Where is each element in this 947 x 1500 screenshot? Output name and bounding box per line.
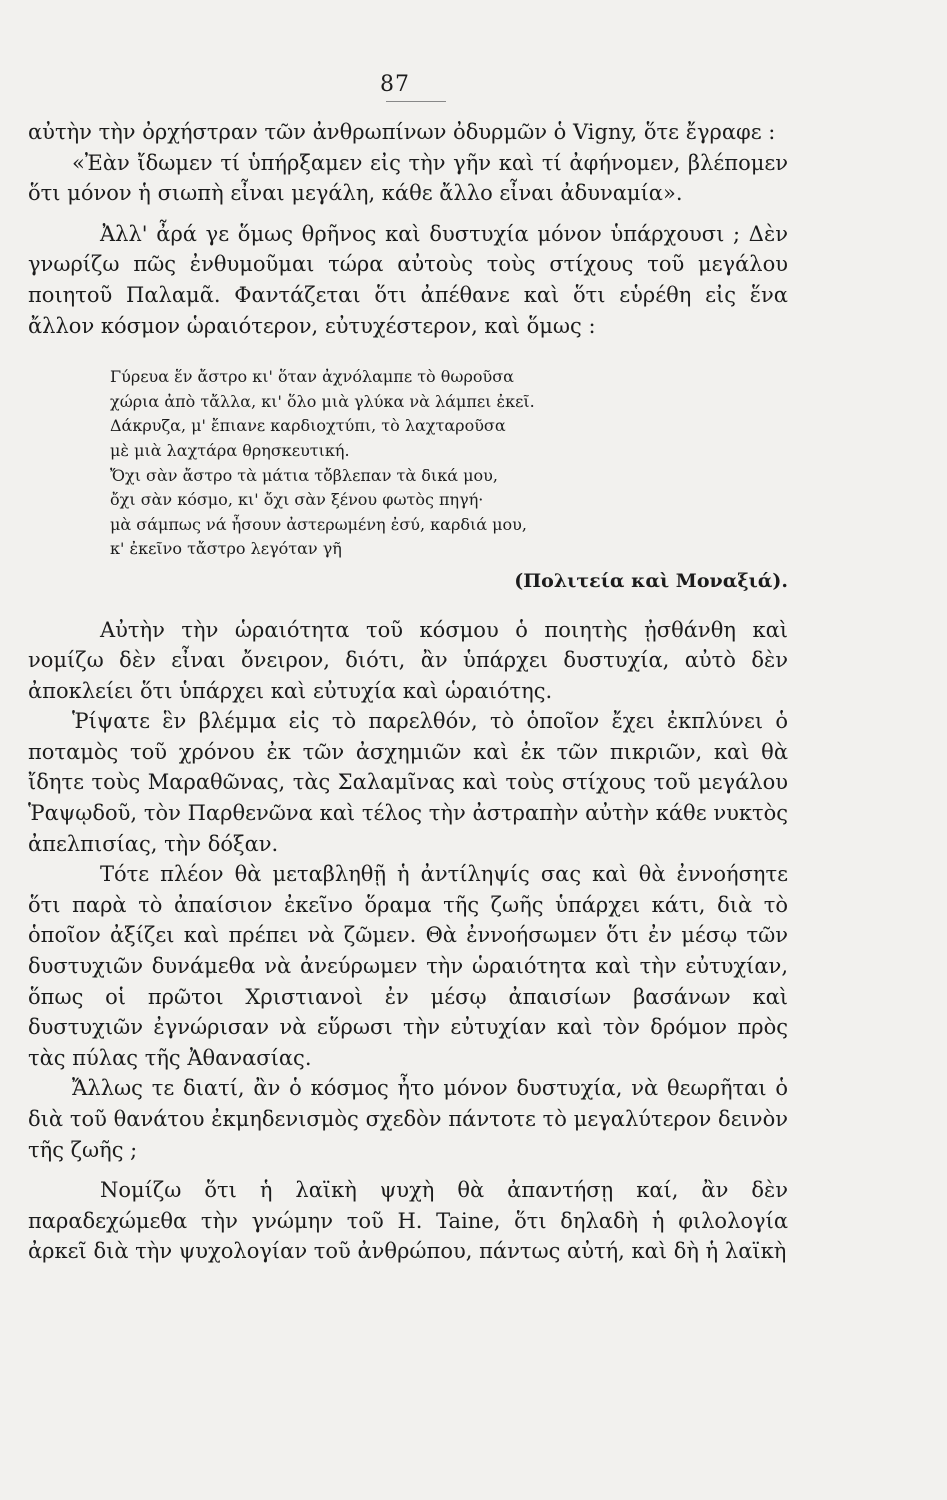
paragraph: αὐτὴν τὴν ὀρχήστραν τῶν ἀνθρωπίνων ὀδυρμῶν ὁ Vigny, ὅτε ἔγραφε : — [28, 120, 776, 144]
paragraph: Αὐτὴν τὴν ὡραιότητα τοῦ κόσμου ὁ ποιητὴς ᾐσθάνθη καὶ νομίζω δὲν εἶναι ὄνειρον, διότι, ἂν ὑπάρχει δυστυχία, αὐτὸ δὲν ἀποκλείει ὅτι ὑπάρχει καὶ εὐτυχία καὶ ὡραιότης. — [28, 617, 788, 703]
quote-paragraph: «Ἐὰν ἴδωμεν τί ὑπήρξαμεν εἰς τὴν γῆν καὶ τί ἀφήνομεν, βλέπομεν ὅτι μόνον ἡ σιωπὴ εἶναι μεγάλη, κάθε ἄλλο εἶναι ἀδυναμία». — [28, 150, 788, 206]
paragraph: Τότε πλέον θὰ μεταβληθῇ ἡ ἀντίληψίς σας καὶ θὰ ἐννοήσητε ὅτι παρὰ τὸ ἀπαίσιον ἐκεῖνο ὅραμα τῆς ζωῆς ὑπάρχει κάτι, διὰ τὸ ὁποῖον ἀξίζει καὶ πρέπει νὰ ζῶμεν. Θὰ ἐννοήσωμεν ὅτι ἐν μέσῳ τῶν δυστυχιῶν δυνάμεθα νὰ ἀνεύρωμεν τὴν ὡραιότητα καὶ τὴν εὐτυχίαν, ὅπως οἱ πρῶτοι Χριστιανοὶ ἐν μέσῳ ἀπαισίων βασάνων καὶ δυστυχιῶν ἐγνώρισαν νὰ εὕρωσι τὴν εὐτυχίαν καὶ τὸν δρόμον πρὸς τὰς πύλας τῆς Ἀθανασίας. — [28, 862, 788, 1070]
poem-line: χώρια ἀπὸ τἄλλα, κι' ὅλο μιὰ γλύκα νὰ λάμπει ἐκεῖ. — [110, 391, 535, 411]
poem-line: Ὄχι σὰν ἄστρο τὰ μάτια τὄβλεπαν τὰ δικά μου, — [110, 465, 498, 485]
poem-line: κ' ἐκεῖνο τἄστρο λεγόταν γῆ — [110, 539, 342, 559]
paragraph: Νομίζω ὅτι ἡ λαϊκὴ ψυχὴ θὰ ἀπαντήσῃ καί, ἂν δὲν παραδεχώμεθα τὴν γνώμην τοῦ H. Taine, ὅτι δηλαδὴ ἡ φιλολογία ἀρκεῖ διὰ τὴν ψυχολογίαν τοῦ ἀνθρώπου, πάντως αὐτή, καὶ δὴ ἡ λαϊκὴ — [28, 1178, 788, 1264]
page-number-rule — [386, 101, 446, 102]
paragraph: Ἀλλ' ἆρά γε ὅμως θρῆνος καὶ δυστυχία μόνον ὑπάρχουσι ; Δὲν γνωρίζω πῶς ἐνθυμοῦμαι τώρα αὐτοὺς τοὺς στίχους τοῦ μεγάλου ποιητοῦ Παλαμᾶ. Φαντάζεται ὅτι ἀπέθανε καὶ ὅτι εὑρέθη εἰς ἕνα ἄλλον κόσμον ὡραιότερον, εὐτυχέστερον, καὶ ὅμως : — [28, 221, 788, 338]
poem-line: Γύρευα ἕν ἄστρο κι' ὅταν ἀχνόλαμπε τὸ θωροῦσα — [110, 367, 514, 387]
paragraph: Ῥίψατε ἓν βλέμμα εἰς τὸ παρελθόν, τὸ ὁποῖον ἔχει ἐκπλύνει ὁ ποταμὸς τοῦ χρόνου ἐκ τῶν ἀσχημιῶν καὶ ἐκ τῶν πικριῶν, καὶ θὰ ἴδητε τοὺς Μαραθῶνας, τὰς Σαλαμῖνας καὶ τοὺς στίχους τοῦ μεγάλου Ῥαψῳδοῦ, τὸν Παρθενῶνα καὶ τέλος τὴν ἀστραπὴν αὐτὴν κάθε νυκτὸς ἀπελπισίας, τὴν δόξαν. — [28, 709, 788, 856]
body-text — [28, 117, 788, 1267]
poem-line: Δάκρυζα, μ' ἔπιανε καρδιοχτύπι, τὸ λαχταροῦσα — [110, 416, 506, 436]
poem-line: μὰ σάμπως νά ἦσουν ἀστερωμένη ἐσύ, καρδιά μου, — [110, 514, 527, 534]
page-number: 87 — [380, 72, 410, 97]
poem-line: ὄχι σὰν κόσμο, κι' ὄχι σὰν ξένου φωτὸς πηγή· — [110, 490, 484, 510]
poem — [110, 365, 788, 562]
poem-source: (Πολιτεία καὶ Μοναξιά). — [514, 569, 788, 592]
poem-line: μὲ μιὰ λαχτάρα θρησκευτική. — [110, 440, 350, 460]
paragraph: Ἄλλως τε διατί, ἂν ὁ κόσμος ἦτο μόνον δυστυχία, νὰ θεωρῆται ὁ διὰ τοῦ θανάτου ἐκμηδενισμὸς σχεδὸν πάντοτε τὸ μεγαλύτερον δεινὸν τῆς ζωῆς ; — [28, 1076, 788, 1162]
